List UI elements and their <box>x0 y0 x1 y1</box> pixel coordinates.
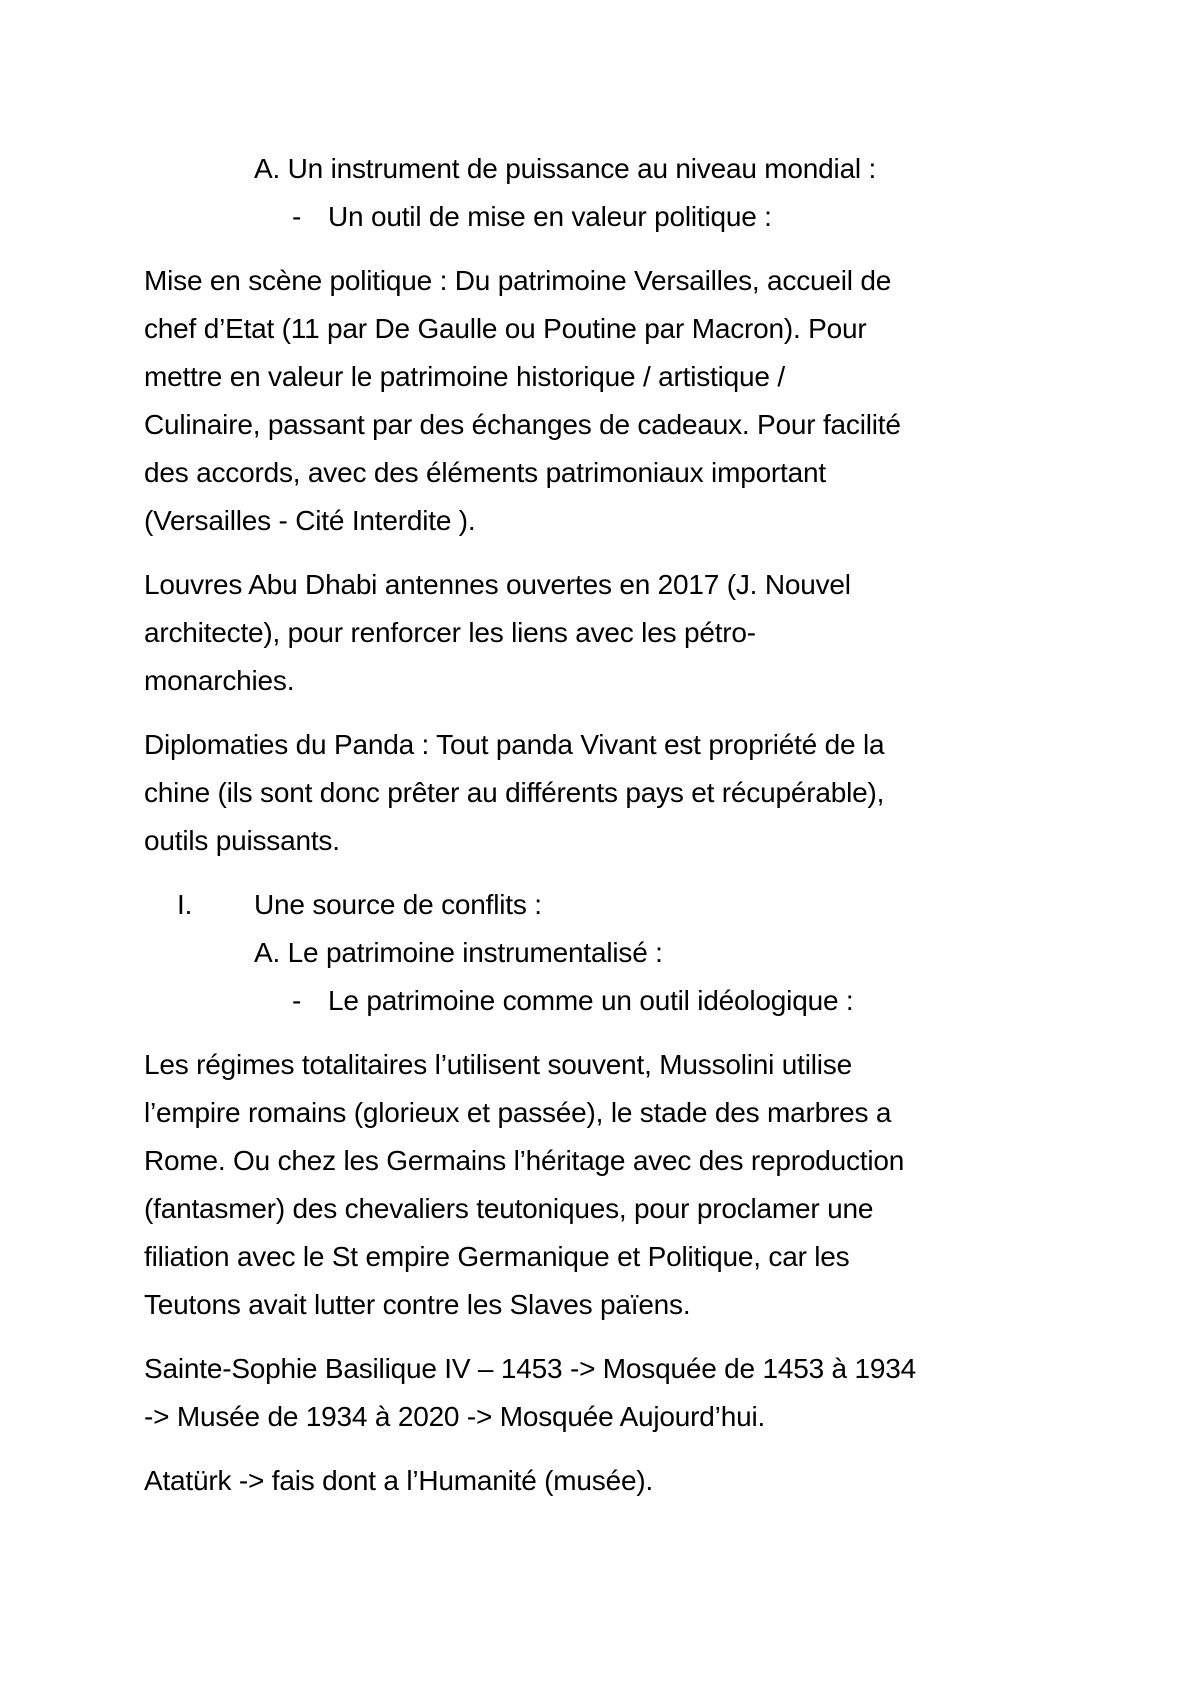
paragraph-regimes <box>144 1041 1084 1329</box>
paragraph-line: Rome. Ou chez les Germains l’héritage avec des reproduction <box>144 1145 905 1176</box>
dash-marker: - <box>292 201 302 232</box>
paragraph-mise-en-scene <box>144 257 1084 545</box>
paragraph-line: Diplomaties du Panda : Tout panda Vivant est propriété de la <box>144 729 885 760</box>
paragraph-louvres <box>144 561 1084 705</box>
paragraph-line: architecte), pour renforcer les liens avec les pétro- <box>144 617 756 648</box>
dash-marker: - <box>292 985 302 1016</box>
paragraph-line: Mise en scène politique : Du patrimoine Versailles, accueil de <box>144 265 892 296</box>
paragraph-line: -> Musée de 1934 à 2020 -> Mosquée Aujourd’hui. <box>144 1401 766 1432</box>
paragraph-line: outils puissants. <box>144 825 340 856</box>
paragraph-line: Les régimes totalitaires l’utilisent souvent, Mussolini utilise <box>144 1049 852 1080</box>
bullet-outil-ideologique <box>144 977 1084 1025</box>
paragraph-line: filiation avec le St empire Germanique et Politique, car les <box>144 1241 850 1272</box>
bullet-outil-politique <box>144 193 1084 241</box>
subheading-a-instrument: A. Un instrument de puissance au niveau mondial : <box>254 153 877 184</box>
bullet-text: Un outil de mise en valeur politique : <box>328 201 772 232</box>
paragraph-line: l’empire romains (glorieux et passée), le stade des marbres a <box>144 1097 892 1128</box>
paragraph-line: des accords, avec des éléments patrimoniaux important <box>144 457 826 488</box>
paragraph-line: (fantasmer) des chevaliers teutoniques, pour proclamer une <box>144 1193 874 1224</box>
paragraph-line: mettre en valeur le patrimoine historique / artistique / <box>144 361 785 392</box>
paragraph-line: Louvres Abu Dhabi antennes ouvertes en 2017 (J. Nouvel <box>144 569 851 600</box>
paragraph-ataturk <box>144 1457 1084 1505</box>
paragraph-line: monarchies. <box>144 665 295 696</box>
paragraph-line: (Versailles - Cité Interdite ). <box>144 505 476 536</box>
paragraph-line: Culinaire, passant par des échanges de cadeaux. Pour facilité <box>144 409 901 440</box>
paragraph-line: Sainte-Sophie Basilique IV – 1453 -> Mosquée de 1453 à 1934 <box>144 1353 916 1384</box>
section-title: Une source de conflits : <box>254 889 542 920</box>
bullet-text: Le patrimoine comme un outil idéologique : <box>328 985 854 1016</box>
paragraph-panda <box>144 721 1084 865</box>
document-body <box>144 145 1084 1505</box>
paragraph-line: Atatürk -> fais dont a l’Humanité (musée). <box>144 1465 654 1496</box>
section-heading-conflits <box>144 881 1084 929</box>
section-number: I. <box>177 889 193 920</box>
paragraph-line: Teutons avait lutter contre les Slaves païens. <box>144 1289 691 1320</box>
paragraph-line: chine (ils sont donc prêter au différents pays et récupérable), <box>144 777 885 808</box>
paragraph-line: chef d’Etat (11 par De Gaulle ou Poutine par Macron). Pour <box>144 313 867 344</box>
subheading-a-instrumentalise: A. Le patrimoine instrumentalisé : <box>254 937 663 968</box>
paragraph-sainte-sophie <box>144 1345 1084 1441</box>
